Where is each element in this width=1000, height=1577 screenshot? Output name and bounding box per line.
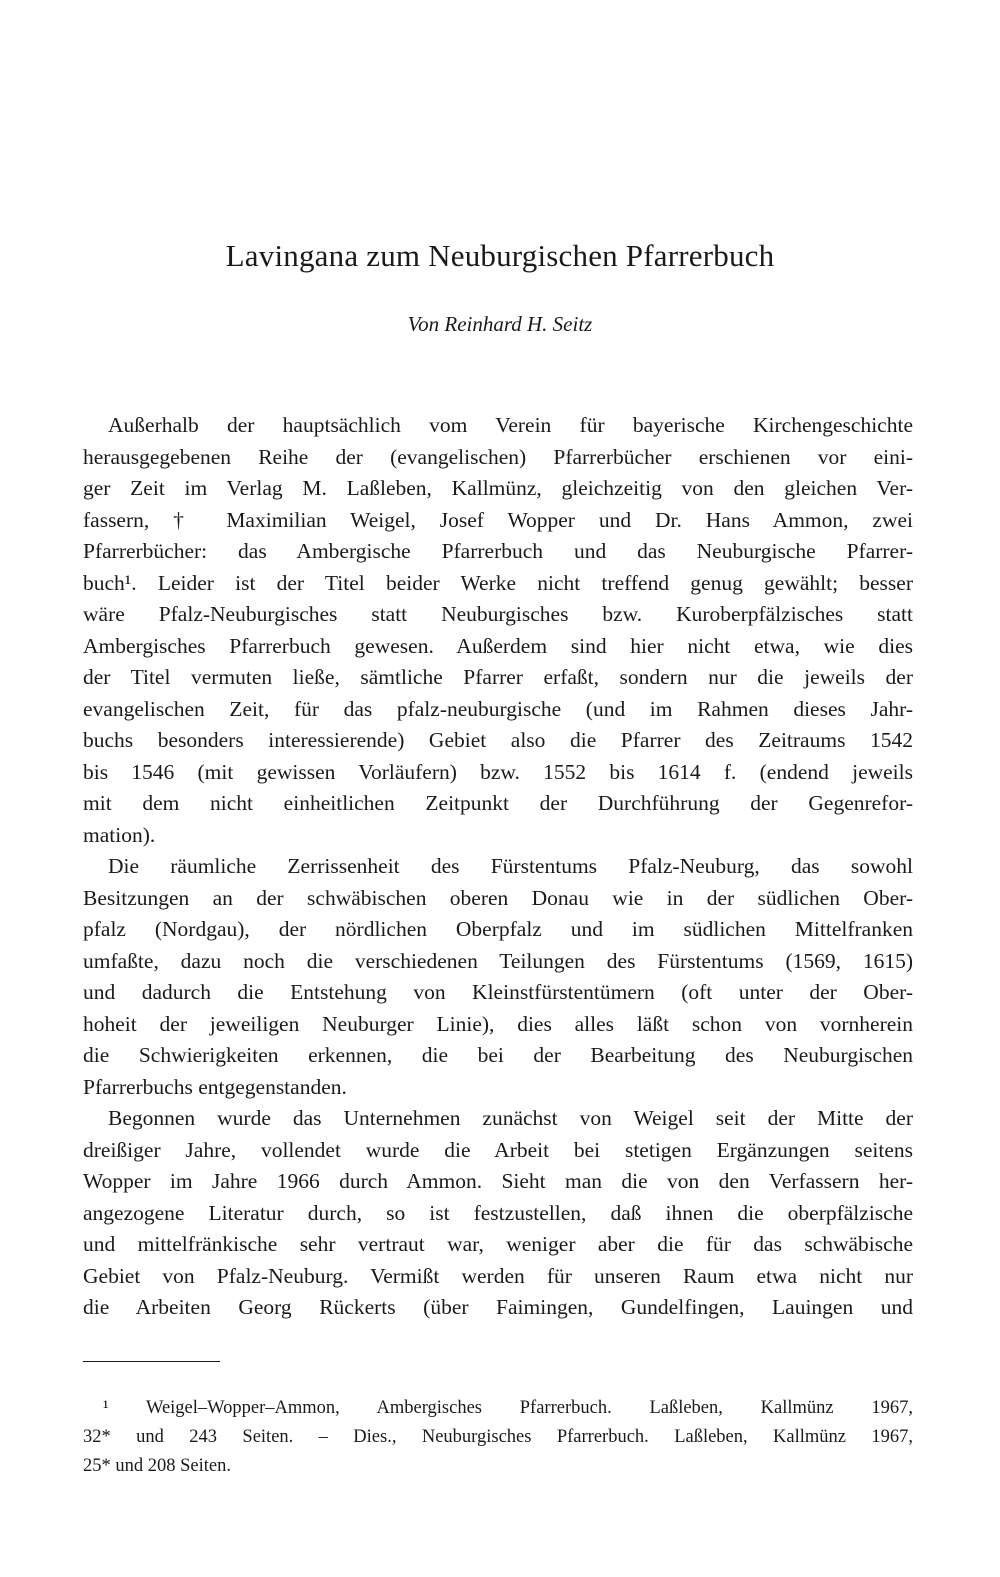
footnote-divider <box>83 1361 220 1362</box>
body-line: ger Zeit im Verlag M. Laßleben, Kallmünz, gleichzeitig von den gleichen Ver- <box>83 476 913 500</box>
footnote-line: 25* und 208 Seiten. <box>83 1456 231 1476</box>
body-line: evangelischen Zeit, für das pfalz-neuburgische (und im Rahmen dieses Jahr- <box>83 696 913 721</box>
article-title: Lavingana zum Neuburgischen Pfarrerbuch <box>225 238 775 273</box>
body-line: wäre Pfalz-Neuburgisches statt Neuburgisches bzw. Kuroberpfälzisches statt <box>83 602 913 626</box>
footnotes <box>83 1394 913 1481</box>
body-line: umfaßte, dazu noch die verschiedenen Teilungen des Fürstentums (1569, 1615) <box>83 948 913 973</box>
body-line: herausgegebenen Reihe der (evangelischen) Pfarrerbücher erschienen vor eini- <box>83 444 913 469</box>
footnote-line: ¹ Weigel–Wopper–Ammon, Ambergisches Pfarrerbuch. Laßleben, Kallmünz 1967, <box>103 1398 913 1418</box>
body-line: buch¹. Leider ist der Titel beider Werke nicht treffend genug gewählt; besser <box>83 570 913 595</box>
body-line: mation). <box>83 822 156 847</box>
body-line: Gebiet von Pfalz-Neuburg. Vermißt werden für unseren Raum etwa nicht nur <box>83 1263 913 1288</box>
body-line: Begonnen wurde das Unternehmen zunächst von Weigel seit der Mitte der <box>108 1106 913 1130</box>
body-line: mit dem nicht einheitlichen Zeitpunkt der Durchführung der Gegenrefor- <box>83 791 913 815</box>
body-line: hoheit der jeweiligen Neuburger Linie), dies alles läßt schon von vornherein <box>83 1011 913 1036</box>
body-line: die Schwierigkeiten erkennen, die bei der Bearbeitung des Neuburgischen <box>83 1043 913 1067</box>
body-line: bis 1546 (mit gewissen Vorläufern) bzw. 1552 bis 1614 f. (endend jeweils <box>83 759 913 784</box>
body-line: Besitzungen an der schwäbischen oberen Donau wie in der südlichen Ober- <box>83 885 913 910</box>
body-line: buchs besonders interessierende) Gebiet also die Pfarrer des Zeitraums 1542 <box>83 728 913 752</box>
body-line: Wopper im Jahre 1966 durch Ammon. Sieht man die von den Verfassern her- <box>83 1169 913 1193</box>
footnote-line: 32* und 243 Seiten. – Dies., Neuburgisches Pfarrerbuch. Laßleben, Kallmünz 1967, <box>83 1427 913 1447</box>
body-line: Pfarrerbuchs entgegenstanden. <box>83 1074 347 1099</box>
body-line: pfalz (Nordgau), der nördlichen Oberpfalz und im südlichen Mittelfranken <box>83 917 913 941</box>
body-line: die Arbeiten Georg Rückerts (über Faimingen, Gundelfingen, Lauingen und <box>83 1295 913 1319</box>
body-line: Pfarrerbücher: das Ambergische Pfarrerbuch und das Neuburgische Pfarrer- <box>83 539 913 563</box>
body-line: Außerhalb der hauptsächlich vom Verein für bayerische Kirchengeschichte <box>108 413 913 437</box>
article-body <box>83 410 913 1324</box>
body-line: fassern, † Maximilian Weigel, Josef Wopper und Dr. Hans Ammon, zwei <box>83 507 913 532</box>
body-line: der Titel vermuten ließe, sämtliche Pfarrer erfaßt, sondern nur die jeweils der <box>83 665 913 689</box>
body-line: und mittelfränkische sehr vertraut war, weniger aber die für das schwäbische <box>83 1232 913 1256</box>
body-line: Ambergisches Pfarrerbuch gewesen. Außerdem sind hier nicht etwa, wie dies <box>83 633 913 658</box>
body-line: und dadurch die Entstehung von Kleinstfürstentümern (oft unter der Ober- <box>83 980 913 1004</box>
article-author: Von Reinhard H. Seitz <box>407 312 593 336</box>
body-line: dreißiger Jahre, vollendet wurde die Arbeit bei stetigen Ergänzungen seitens <box>83 1137 913 1162</box>
body-line: Die räumliche Zerrissenheit des Fürstentums Pfalz-Neuburg, das sowohl <box>108 854 913 878</box>
body-line: angezogene Literatur durch, so ist festzustellen, daß ihnen die oberpfälzische <box>83 1200 913 1225</box>
